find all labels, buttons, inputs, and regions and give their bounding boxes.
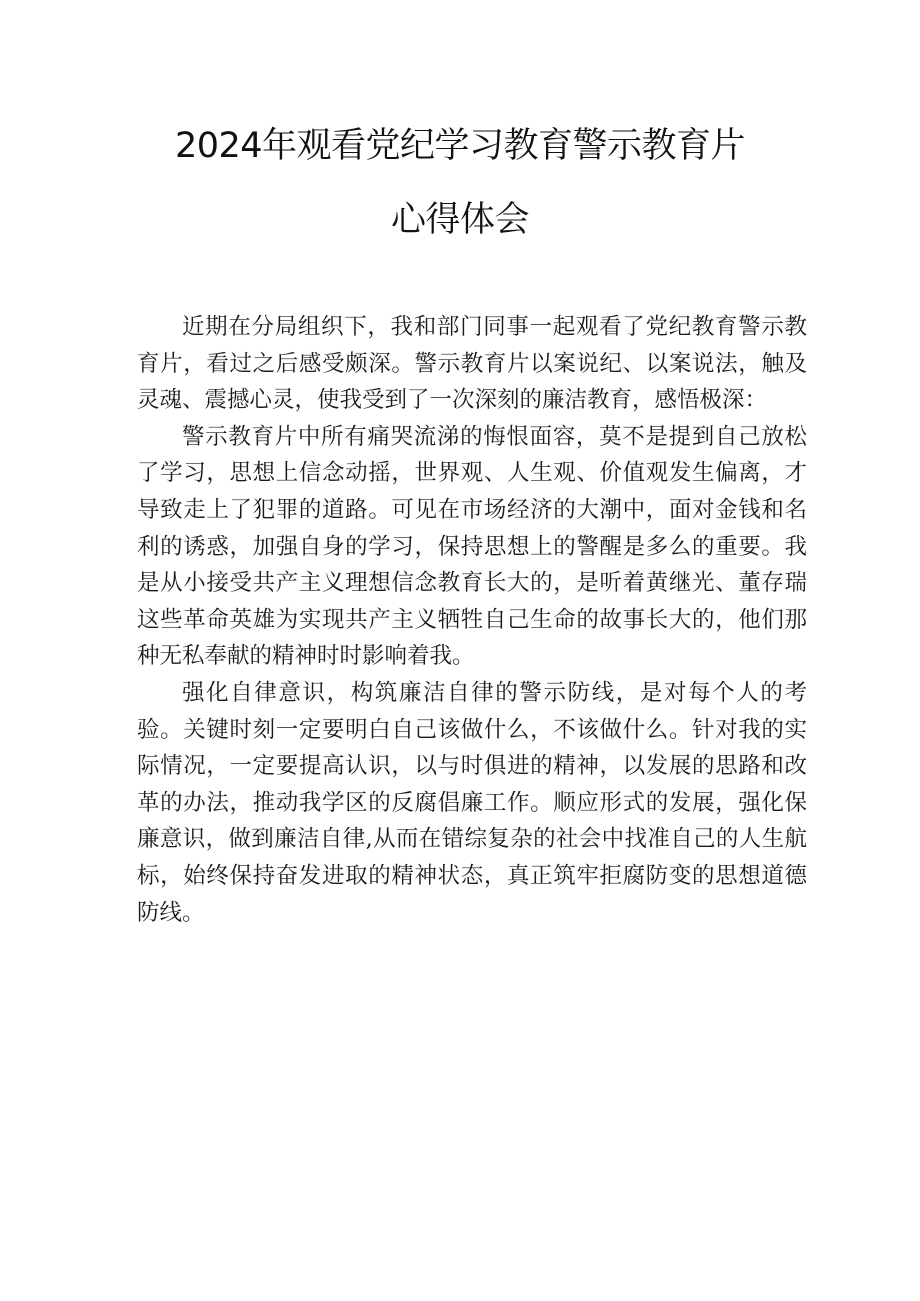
document-title-line-2: 心得体会 — [390, 200, 529, 240]
paragraph-3: 强化自律意识，构筑廉洁自律的警示防线，是对每个人的考验。关键时刻一定要明白自己该做什么，不该做什么。针对我的实际情况，一定要提高认识，以与时俱进的精神，以发展的思路和改革的办法，推动我学区的反腐倡廉工作。顺应形式的发展，强化保廉意识，做到廉洁自律,从而在错综复杂的社会中找准自己的人生航标，始终保持奋发进取的精神状态，真正筑牢拒腐防变的思想道德防线。 — [137, 679, 807, 926]
paragraph-2: 警示教育片中所有痛哭流涕的悔恨面容，莫不是提到自己放松了学习，思想上信念动摇，世界观、人生观、价值观发生偏离，才导致走上了犯罪的道路。可见在市场经济的大潮中，面对金钱和名利的诱惑，加强自身的学习，保持思想上的警醒是多么的重要。我是从小接受共产主义理想信念教育长大的，是听着黄继光、董存瑞这些革命英雄为实现共产主义牺牲自己生命的故事长大的，他们那种无私奉献的精神时时影响着我。 — [137, 423, 807, 670]
document-body — [137, 309, 807, 931]
document-title-line-1: 2024年观看党纪学习教育警示教育片 — [174, 126, 746, 166]
paragraph-1: 近期在分局组织下，我和部门同事一起观看了党纪教育警示教育片，看过之后感受颇深。警示教育片以案说纪、以案说法，触及灵魂、震撼心灵，使我受到了一次深刻的廉洁教育，感悟极深： — [137, 314, 807, 414]
